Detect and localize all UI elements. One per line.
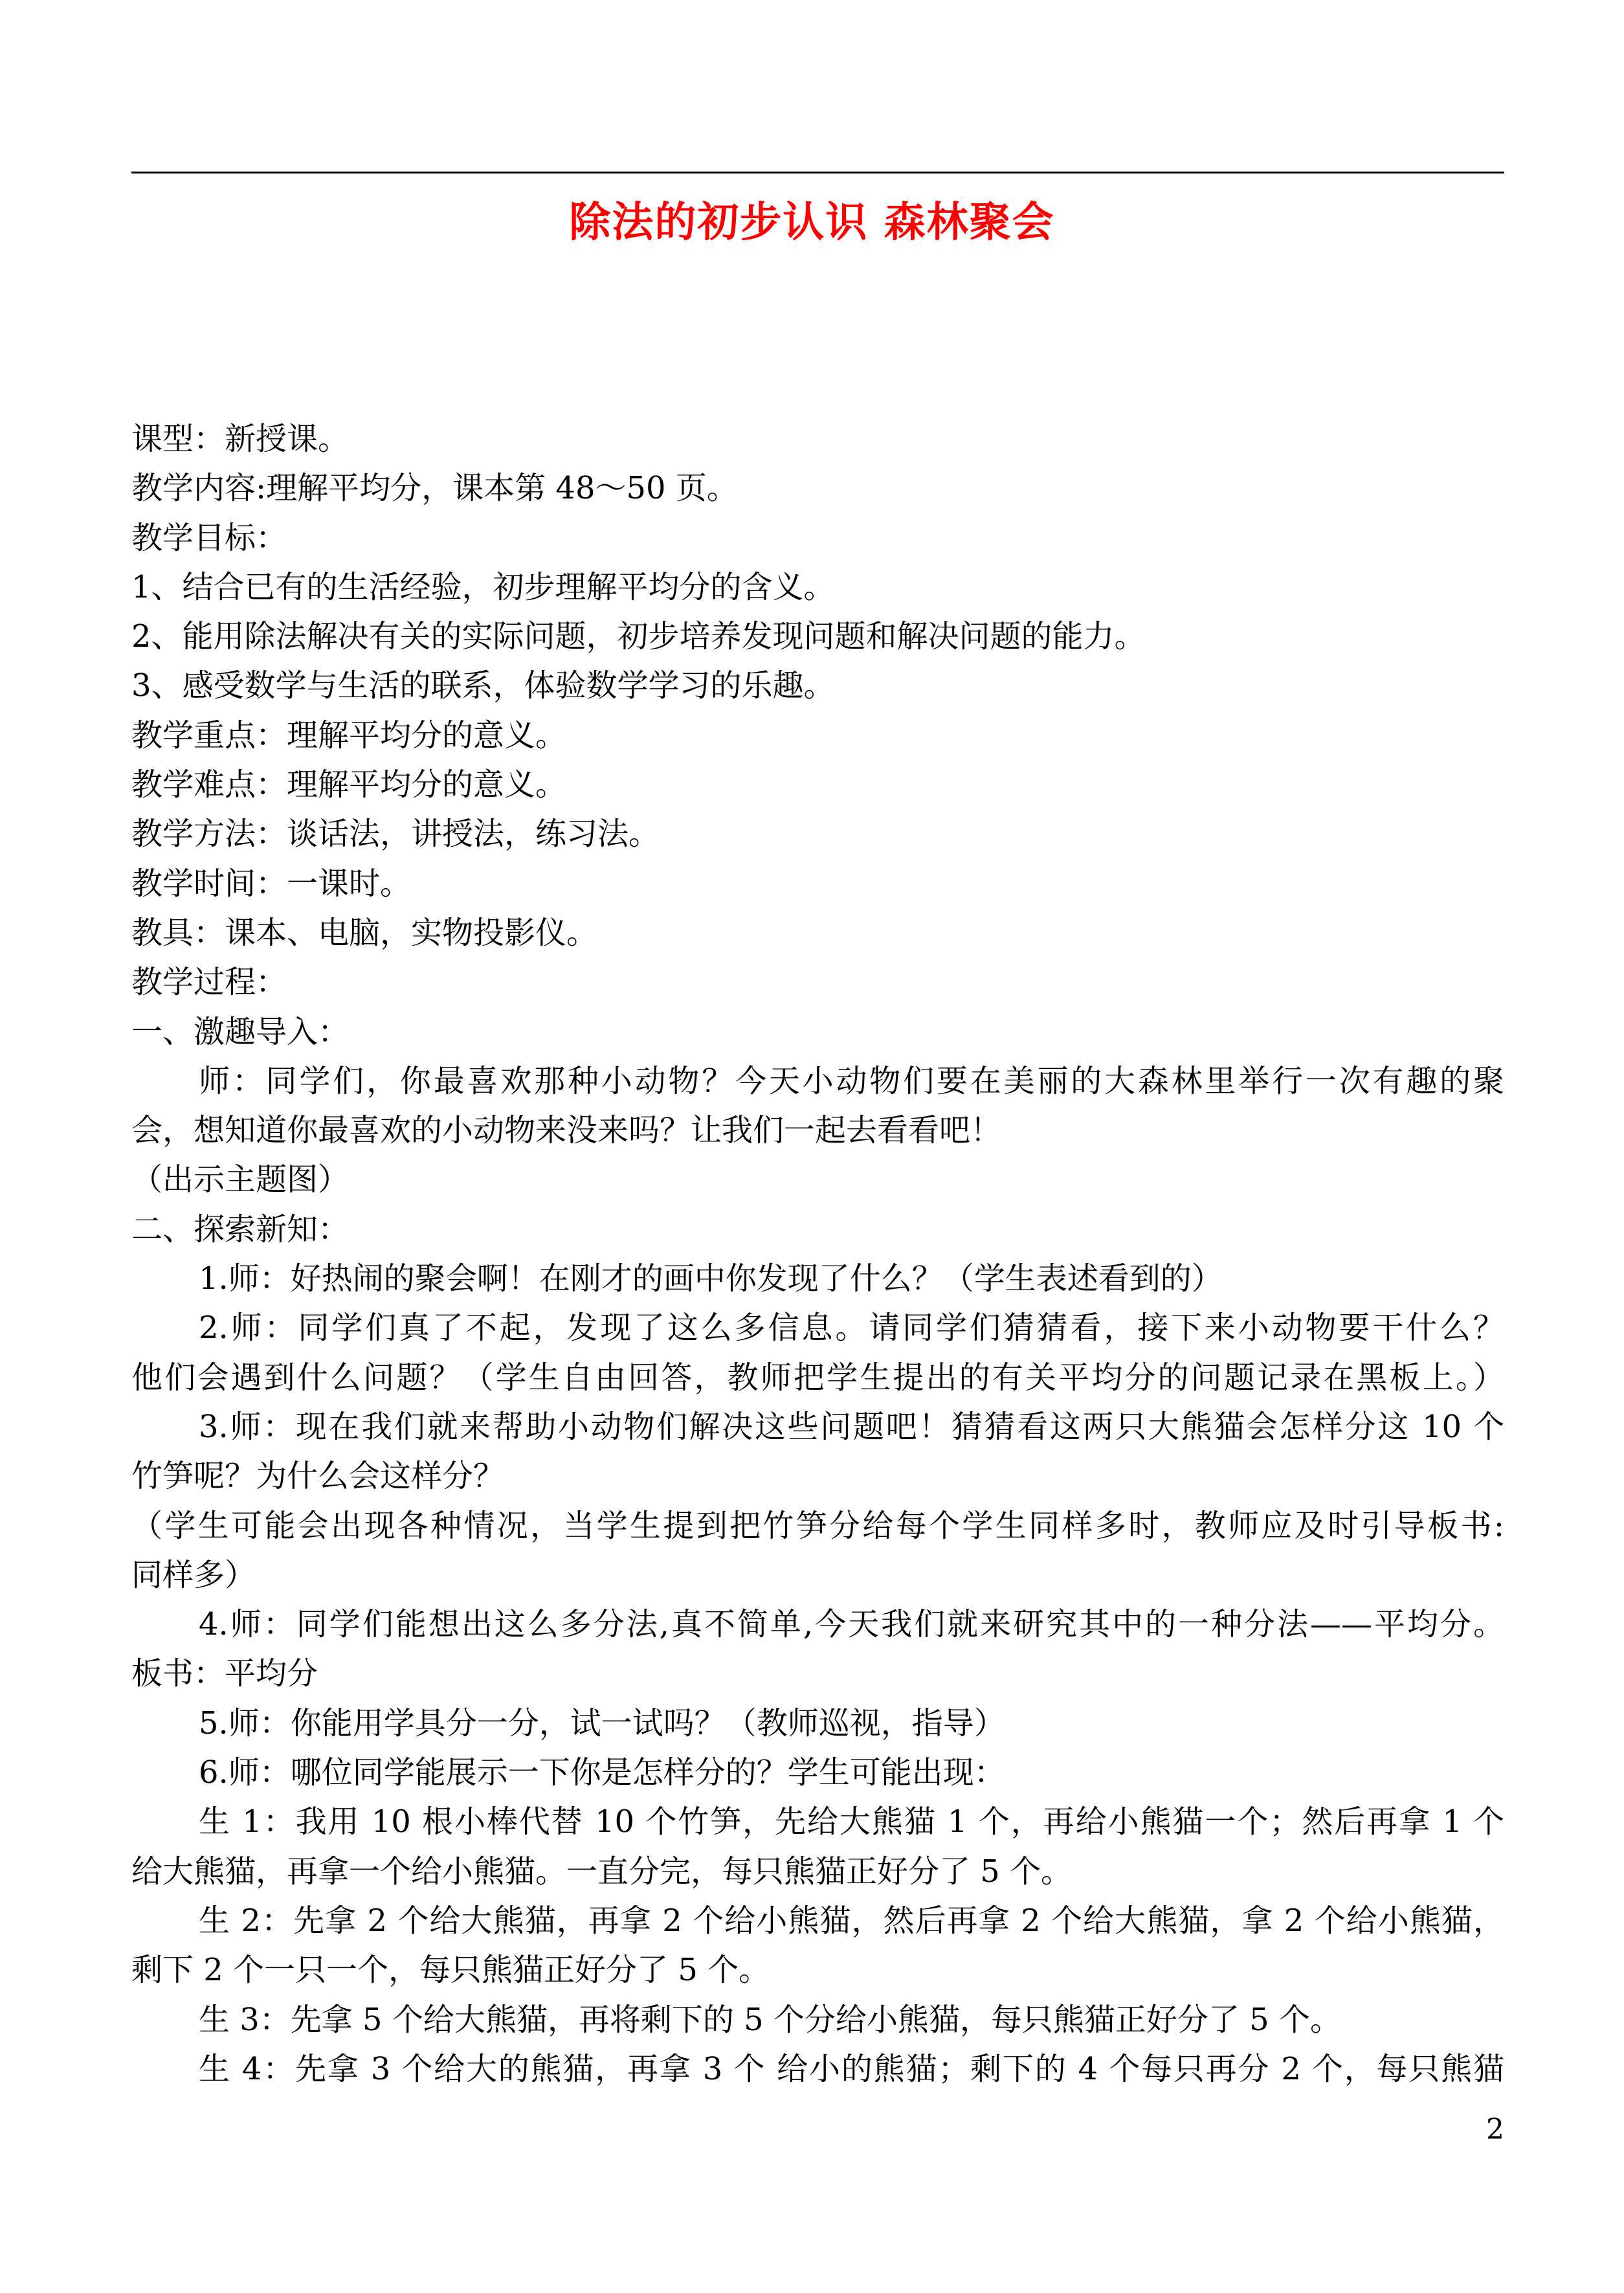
- paragraph-line: 会，想知道你最喜欢的小动物来没来吗？让我们一起去看看吧！: [131, 1112, 1002, 1149]
- line-difficulty: 教学难点：理解平均分的意义。: [131, 766, 567, 803]
- paragraph-line: （出示主题图）: [131, 1161, 350, 1198]
- line-goal-3: 3、感受数学与生活的联系，体验数学学习的乐趣。: [131, 667, 835, 704]
- line-goal-2: 2、能用除法解决有关的实际问题，初步培养发现问题和解决问题的能力。: [131, 618, 1146, 655]
- paragraph-line: 4.师：同学们能想出这么多分法,真不简单,今天我们就来研究其中的一种分法——平均分。: [199, 1606, 1504, 1643]
- paragraph-line: 板书：平均分: [131, 1655, 318, 1692]
- document-body: [131, 414, 1504, 2094]
- paragraph-line: 生 1：我用 10 根小棒代替 10 个竹笋，先给大熊猫 1 个，再给小熊猫一个；然后再拿 1 个: [199, 1804, 1504, 1840]
- paragraph-line: 3.师：现在我们就来帮助小动物们解决这些问题吧！猜猜看这两只大熊猫会怎样分这 10 个: [199, 1408, 1504, 1445]
- line-goal-1: 1、结合已有的生活经验，初步理解平均分的含义。: [131, 568, 835, 605]
- document-title: 除法的初步认识 森林聚会: [569, 198, 1055, 247]
- paragraph-line: 师：同学们，你最喜欢那种小动物？今天小动物们要在美丽的大森林里举行一次有趣的聚: [199, 1062, 1504, 1099]
- paragraph-line: 生 4：先拿 3 个给大的熊猫，再拿 3 个 给小的熊猫；剩下的 4 个每只再分 2 个，每只熊猫: [199, 2050, 1504, 2087]
- paragraph-line: 他们会遇到什么问题？（学生自由回答，教师把学生提出的有关平均分的问题记录在黑板上。）: [131, 1359, 1504, 1396]
- paragraph-line: 给大熊猫，再拿一个给小熊猫。一直分完，每只熊猫正好分了 5 个。: [131, 1853, 1073, 1890]
- section-heading-2: 二、探索新知：: [131, 1211, 350, 1247]
- header-rule: [131, 172, 1504, 173]
- paragraph-line: 同样多）: [131, 1556, 256, 1593]
- section-heading-1: 一、激趣导入：: [131, 1013, 350, 1050]
- line-lesson-type: 课型：新授课。: [131, 421, 350, 457]
- paragraph-line: （学生可能会出现各种情况，当学生提到把竹笋分给每个学生同样多时，教师应及时引导板书:: [131, 1507, 1504, 1544]
- line-goals-heading: 教学目标：: [131, 519, 287, 556]
- paragraph-line: 5.师：你能用学具分一分，试一试吗？（教师巡视，指导）: [199, 1705, 1005, 1741]
- paragraph-line: 竹笋呢？为什么会这样分？: [131, 1458, 505, 1495]
- paragraph-line: 2.师：同学们真了不起，发现了这么多信息。请同学们猜猜看，接下来小动物要干什么？: [199, 1310, 1504, 1347]
- line-tools: 教具：课本、电脑，实物投影仪。: [131, 914, 598, 951]
- line-content: 教学内容:理解平均分，课本第 48～50 页。: [131, 470, 738, 507]
- paragraph-line: 6.师：哪位同学能展示一下你是怎样分的？学生可能出现：: [199, 1754, 1005, 1791]
- page-number: 2: [1486, 2113, 1504, 2146]
- paragraph-line: 1.师：好热闹的聚会啊！在刚才的画中你发现了什么？（学生表述看到的）: [199, 1260, 1223, 1297]
- line-process-heading: 教学过程：: [131, 964, 287, 1001]
- paragraph-line: 生 3：先拿 5 个给大熊猫，再将剩下的 5 个分给小熊猫，每只熊猫正好分了 5 个。: [199, 2001, 1341, 2038]
- paragraph-line: 剩下 2 个一只一个，每只熊猫正好分了 5 个。: [131, 1952, 770, 1989]
- paragraph-line: 生 2：先拿 2 个给大熊猫，再拿 2 个给小熊猫，然后再拿 2 个给大熊猫，拿 2 个给小熊猫，: [199, 1902, 1504, 1939]
- line-method: 教学方法：谈话法，讲授法，练习法。: [131, 816, 660, 853]
- line-key-point: 教学重点：理解平均分的意义。: [131, 717, 567, 754]
- line-time: 教学时间：一课时。: [131, 865, 412, 902]
